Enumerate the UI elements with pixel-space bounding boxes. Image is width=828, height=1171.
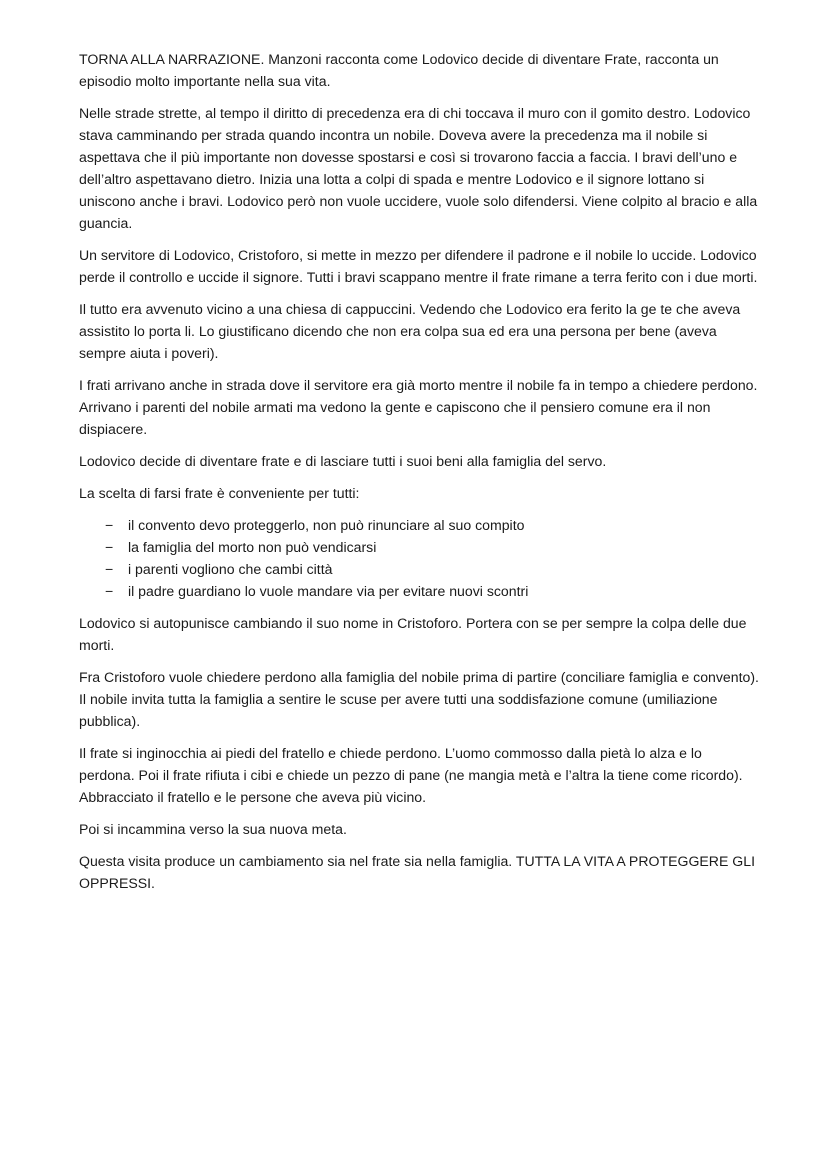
dash-marker: − bbox=[105, 539, 114, 555]
paragraph-conclusion: Questa visita produce un cambiamento sia nel frate sia nella famiglia. TUTTA LA VITA A PROTEGGERE GLI OPPRESSI. bbox=[79, 853, 756, 891]
dash-marker: − bbox=[105, 583, 114, 599]
paragraph-kneel: Il frate si inginocchia ai piedi del fratello e chiede perdono. L’uomo commosso dalla pietà lo alza e lo perdona. Poi il frate rifiuta i cibi e chiede un pezzo di pane (ne mangia metà e l’altra la tiene come ricordo). Abbracciato il fratello e le persone che aveva più vicino. bbox=[79, 745, 743, 805]
paragraph-departure: Poi si incammina verso la sua nuova meta. bbox=[79, 821, 347, 837]
paragraph-list-intro: La scelta di farsi frate è conveniente per tutti: bbox=[79, 485, 360, 501]
paragraph-duel: Nelle strade strette, al tempo il diritto di precedenza era di chi toccava il muro con il gomito destro. Lodovico stava camminando per strada quando incontra un nobile. Doveva avere la precedenza ma il nobile si aspettava che il più importante non dovesse spostarsi e così si trovarono faccia a faccia. I bravi dell’uno e dell’altro aspettavano dietro. Inizia una lotta a colpi di spada e mentre Lodovico e il signore lottano si uniscono anche i bravi. Lodovico però non vuole uccidere, vuole solo difendersi. Viene colpito al bracio e alla guancia. bbox=[79, 105, 758, 231]
list-item bbox=[79, 536, 759, 558]
paragraph-servant: Un servitore di Lodovico, Cristoforo, si mette in mezzo per difendere il padrone e il nobile lo uccide. Lodovico perde il controllo e uccide il signore. Tutti i bravi scappano mentre il frate rimane a terra ferito con i due morti. bbox=[79, 247, 758, 285]
list-item-text: il convento devo proteggerlo, non può rinunciare al suo compito bbox=[128, 517, 525, 533]
paragraph-forgiveness: Fra Cristoforo vuole chiedere perdono alla famiglia del nobile prima di partire (conciliare famiglia e convento). Il nobile invita tutta la famiglia a sentire le scuse per avere tutti una soddisfazione comune (umiliazione pubblica). bbox=[79, 669, 759, 729]
list-item-text: i parenti vogliono che cambi città bbox=[128, 561, 333, 577]
list-item bbox=[79, 580, 759, 602]
reasons-list bbox=[79, 514, 759, 602]
list-item-text: il padre guardiano lo vuole mandare via per evitare nuovi scontri bbox=[128, 583, 529, 599]
list-item bbox=[79, 514, 759, 536]
paragraph-church: Il tutto era avvenuto vicino a una chiesa di cappuccini. Vedendo che Lodovico era ferito la ge te che aveva assistito lo porta li. Lo giustificano dicendo che non era colpa sua ed era una persona per bene (aveva sempre aiuta i poveri). bbox=[79, 301, 741, 361]
paragraph-intro: TORNA ALLA NARRAZIONE. Manzoni racconta come Lodovico decide di diventare Frate, racconta un episodio molto importante nella sua vita. bbox=[79, 51, 719, 89]
paragraph-new-name: Lodovico si autopunisce cambiando il suo nome in Cristoforo. Portera con se per sempre la colpa delle due morti. bbox=[79, 615, 747, 653]
list-item-text: la famiglia del morto non può vendicarsi bbox=[128, 539, 377, 555]
list-item bbox=[79, 558, 759, 580]
dash-marker: − bbox=[105, 561, 114, 577]
paragraph-friars: I frati arrivano anche in strada dove il servitore era già morto mentre il nobile fa in tempo a chiedere perdono. Arrivano i parenti del nobile armati ma vedono la gente e capiscono che il pensiero comune era il non dispiacere. bbox=[79, 377, 758, 437]
document-page bbox=[79, 48, 759, 904]
dash-marker: − bbox=[105, 517, 114, 533]
paragraph-decision: Lodovico decide di diventare frate e di lasciare tutti i suoi beni alla famiglia del servo. bbox=[79, 453, 607, 469]
